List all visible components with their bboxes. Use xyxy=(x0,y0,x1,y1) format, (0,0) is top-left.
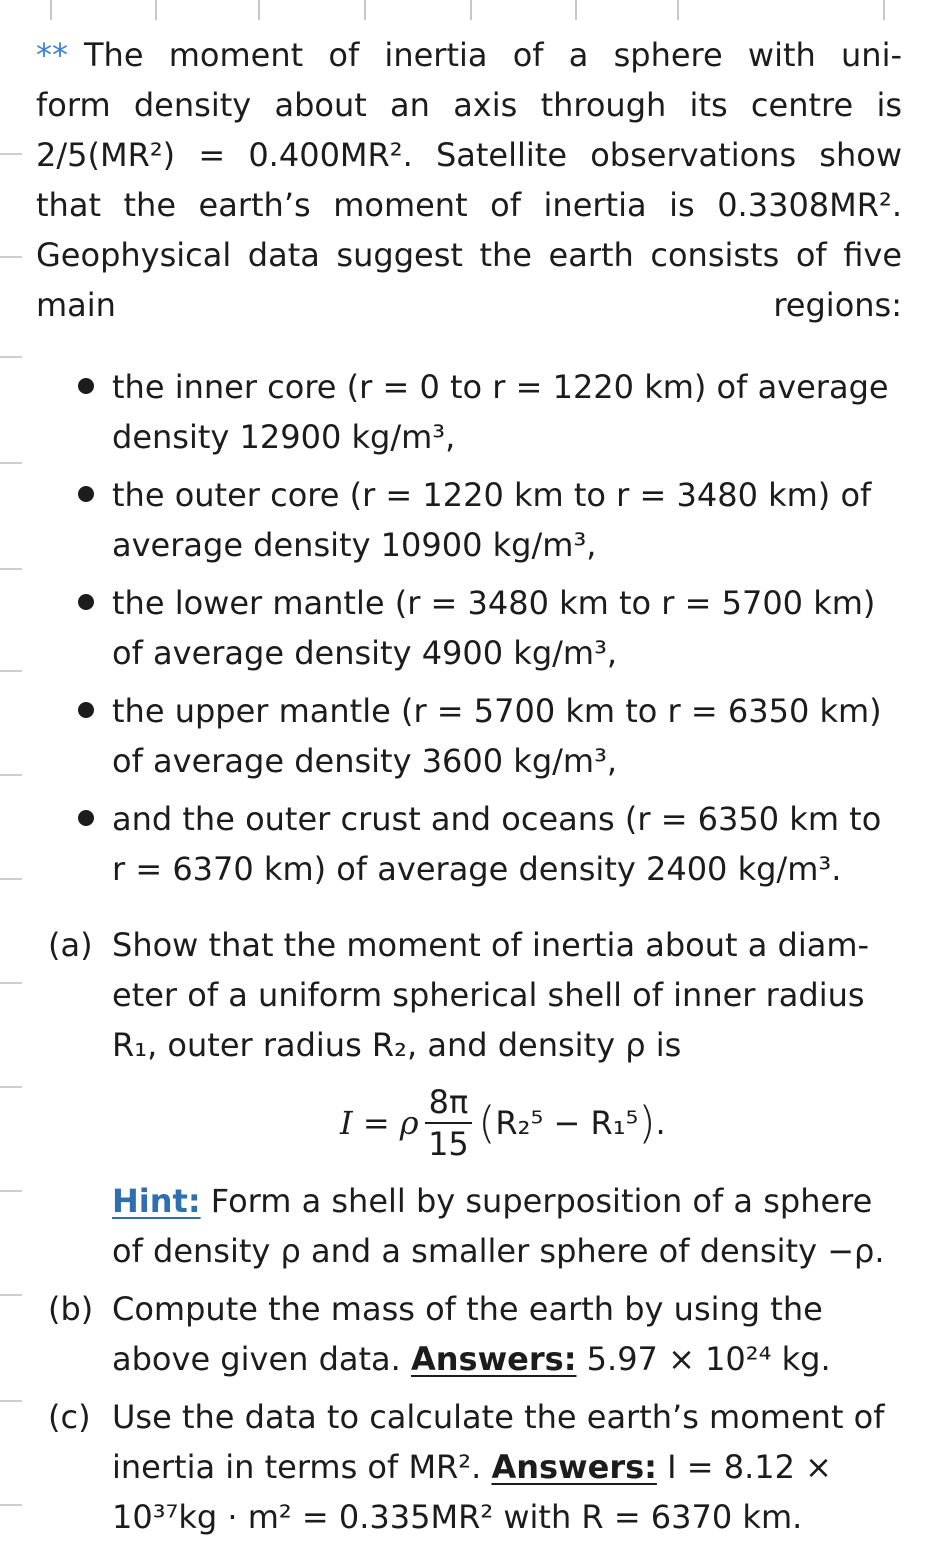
part-c-label: (c) xyxy=(48,1398,91,1436)
part-c-line-3: 10³⁷kg · m² = 0.335MR² with R = 6370 km. xyxy=(112,1498,803,1536)
part-c-line-2: inertia in terms of MR². Answers: I = 8.12 × xyxy=(112,1448,832,1486)
part-b-line-2: above given data. Answers: 5.97 × 10²⁴ kg. xyxy=(112,1340,831,1378)
intro-line-4: that the earth’s moment of inertia is 0.3308MR². xyxy=(36,186,902,224)
intro-line-2: form density about an axis through its centre is xyxy=(36,86,902,124)
part-a-line-2: eter of a uniform spherical shell of inner radius xyxy=(112,976,865,1014)
part-a xyxy=(48,920,902,1070)
hint-label: Hint: xyxy=(112,1182,201,1220)
formula-numerator: 8π xyxy=(425,1082,473,1124)
bullet-icon xyxy=(78,486,94,502)
intro-line-5: Geophysical data suggest the earth consists of five xyxy=(36,236,902,274)
problem-intro xyxy=(36,30,902,330)
part-b-answer: 5.97 × 10²⁴ kg. xyxy=(586,1340,831,1378)
shell-inertia-formula: I = ρ $\frac{8\pi}{15}$ (R₂⁵ − R₁⁵). xyxy=(340,1083,666,1163)
part-b-line-1: Compute the mass of the earth by using the xyxy=(112,1290,823,1328)
bullet-icon xyxy=(78,378,94,394)
formula-denominator: 15 xyxy=(428,1125,469,1163)
part-c-answer-start: I = 8.12 × xyxy=(667,1448,832,1486)
bullet-icon xyxy=(78,810,94,826)
part-c-answers-label: Answers: xyxy=(491,1448,657,1486)
intro-line-3: 2/5(MR²) = 0.400MR². Satellite observations show xyxy=(36,136,902,174)
part-a-label: (a) xyxy=(48,926,93,964)
region-outer-core: the outer core (r = 1220 km to r = 3480 km) of average density 10900 kg/m³, xyxy=(70,470,902,570)
part-b xyxy=(48,1284,902,1384)
region-upper-mantle: the upper mantle (r = 5700 km to r = 6350 km) of average density 3600 kg/m³, xyxy=(70,686,902,786)
intro-line-1: ** The moment of inertia of a sphere with uni- xyxy=(36,36,902,74)
intro-line-6: main regions: xyxy=(36,286,902,324)
hint-line-1: Hint: Form a shell by superposition of a sphere xyxy=(112,1182,873,1220)
part-b-label: (b) xyxy=(48,1290,94,1328)
region-crust-oceans: and the outer crust and oceans (r = 6350 km to r = 6370 km) of average density 2400 kg/m³. xyxy=(70,794,902,894)
part-c-line-1: Use the data to calculate the earth’s moment of xyxy=(112,1398,885,1436)
part-c xyxy=(48,1392,902,1542)
part-b-answers-label: Answers: xyxy=(411,1340,577,1378)
formula-fraction xyxy=(425,1082,473,1164)
difficulty-stars: ** xyxy=(36,36,68,74)
earth-regions-list xyxy=(70,362,902,902)
formula-lhs: I = ρ xyxy=(340,1104,419,1142)
region-lower-mantle: the lower mantle (r = 3480 km to r = 5700 km) of average density 4900 kg/m³, xyxy=(70,578,902,678)
formula-bracket: R₂⁵ − R₁⁵ xyxy=(495,1104,639,1142)
bullet-icon xyxy=(78,702,94,718)
part-a-hint xyxy=(48,1176,902,1276)
bullet-icon xyxy=(78,594,94,610)
part-a-line-3: R₁, outer radius R₂, and density ρ is xyxy=(112,1026,682,1064)
region-inner-core: the inner core (r = 0 to r = 1220 km) of average density 12900 kg/m³, xyxy=(70,362,902,462)
formula-end: . xyxy=(655,1104,666,1142)
hint-line-2: of density ρ and a smaller sphere of density −ρ. xyxy=(112,1232,885,1270)
part-a-line-1: Show that the moment of inertia about a diam- xyxy=(112,926,870,964)
